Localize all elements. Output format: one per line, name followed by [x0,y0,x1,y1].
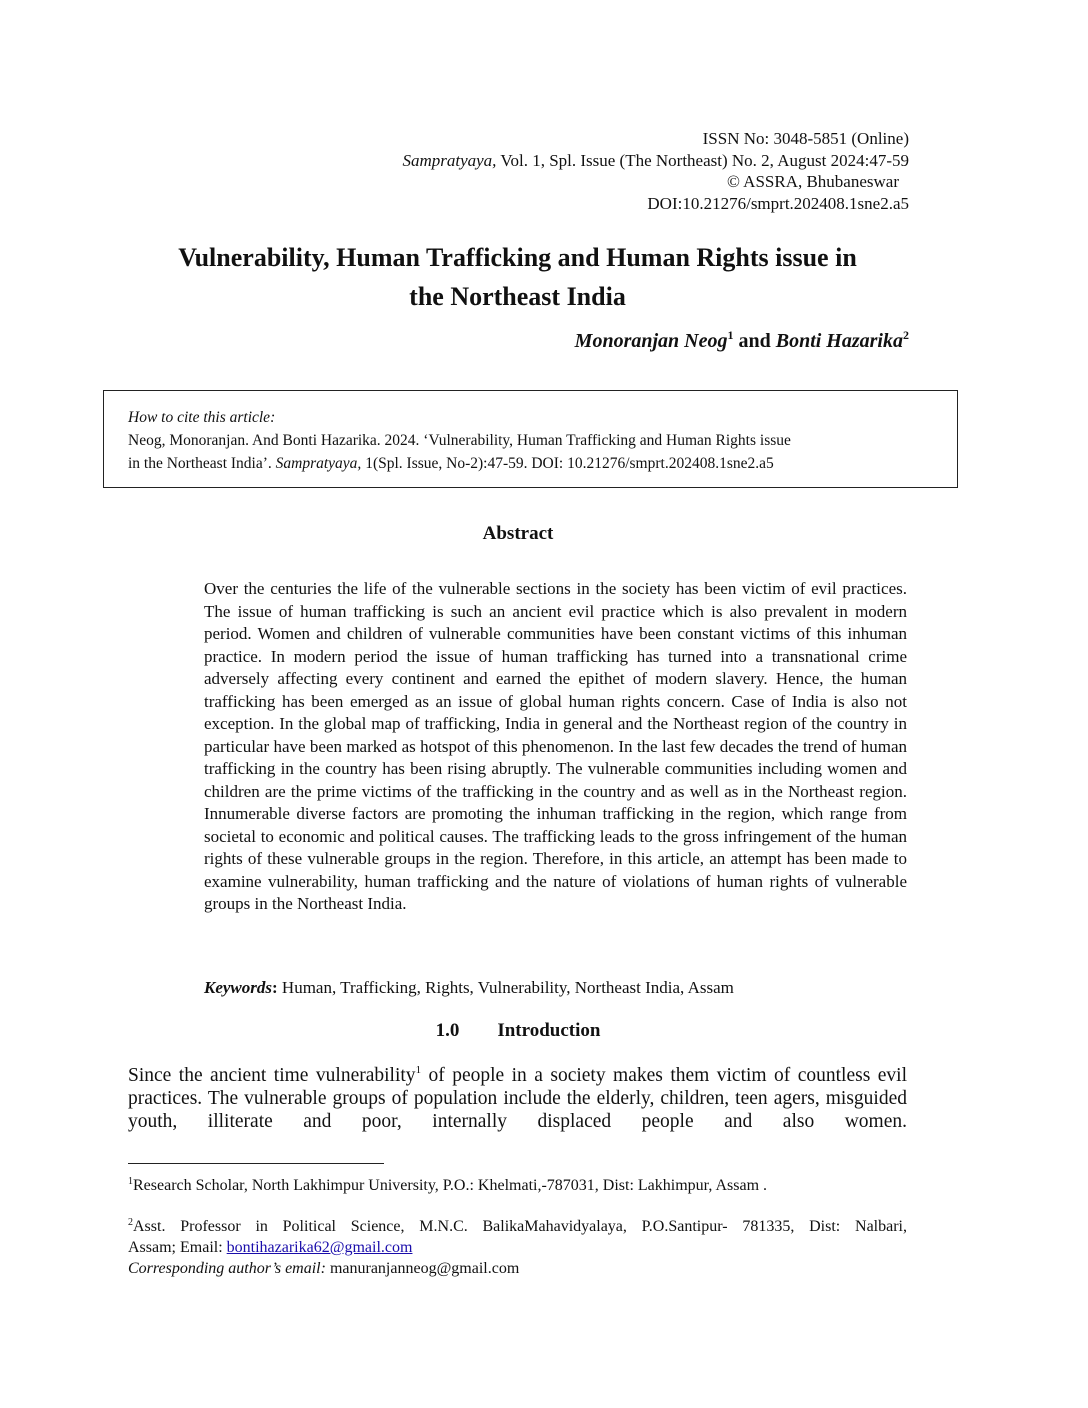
section-number: 1.0 [435,1020,460,1041]
intro-paragraph [128,1064,907,1133]
author-2-email-link[interactable]: bontihazarika62@gmail.com [226,1239,413,1256]
author-2: Bonti Hazarika [775,330,903,352]
keywords-values: Human, Trafficking, Rights, Vulnerability, Northeast India, Assam [277,978,734,997]
email-label: Assam; Email: [128,1239,227,1256]
keywords [204,978,734,998]
journal-header [402,128,909,214]
journal-info [402,150,909,172]
author-2-mark: 2 [903,328,909,342]
doi: DOI:10.21276/smprt.202408.1sne2.a5 [647,193,909,213]
citation-volume-doi: 1(Spl. Issue, No-2):47-59. DOI: 10.21276/smprt.202408.1sne2.a5 [361,455,774,472]
footnote-1-text: Research Scholar, North Lakhimpur University, P.O.: Khelmati,-787031, Dist: Lakhimpur, Assam . [133,1177,768,1194]
journal-name: Sampratyaya, [402,150,497,170]
citation-journal: Sampratyaya, [275,455,362,472]
corresponding-email: manuranjanneog@gmail.com [325,1260,520,1277]
title-line-2: the Northeast India [409,282,626,311]
footnote-2-mark: 2 [128,1217,133,1228]
footnote-1-mark: 1 [128,1176,133,1187]
intro-text-1: Since the ancient time vulnerability [128,1065,416,1086]
paper-title [120,238,915,316]
section-title: Introduction [497,1020,601,1041]
author-1: Monoranjan Neog [574,330,728,352]
intro-text-2: of people in a society makes them victim of countless evil practices. The vulnerable groups of population include the elderly, children, teen agers, misguided youth, illiterate and poor, internally displaced people and also women. [128,1065,908,1132]
section-heading [0,1020,1036,1042]
footnote-2-line-1 [128,1216,907,1237]
citation-label: How to cite this article: [128,409,276,426]
citation-line-1: Neog, Monoranjan. And Bonti Hazarika. 2024. ‘Vulnerability, Human Trafficking and Human Rights issue [128,432,791,449]
footnote-1 [128,1175,907,1196]
footnote-divider [128,1163,384,1164]
corresponding-label: Corresponding author’s email: [128,1260,326,1277]
keywords-label: Keywords [204,978,272,997]
authors [575,330,909,353]
footnote-2 [128,1216,907,1279]
corresponding-author [128,1258,907,1279]
title-line-1: Vulnerability, Human Trafficking and Human Rights issue in [178,243,857,272]
copyright: © ASSRA, Bhubaneswar [726,172,899,191]
footnote-2-text: Asst. Professor in Political Science, M.N.C. BalikaMahavidyalaya, P.O.Santipur- 781335, Dist: Nalbari, [133,1218,907,1235]
keywords-colon: : [272,978,278,997]
author-conjunction: and [733,330,776,352]
citation-line-2 [128,452,957,475]
citation-line-2-text: in the Northeast India’. [128,455,276,472]
intro-footnote-mark[interactable]: 1 [415,1064,422,1076]
footnote-2-line-2 [128,1237,907,1258]
citation-box [103,390,958,488]
abstract-text: Over the centuries the life of the vulnerable sections in the society has been victim of evil practices. The issue of human trafficking is such an ancient evil practice which is also prevalent in modern period. Women and children of vulnerable communities have been constant victims of this inhuman practice. In modern period the issue of human trafficking has turned into a transnational crime adversely affecting every continent and earned the epithet of modern slavery. Hence, the human trafficking has been emerged as an issue of global human rights concern. Case of India is also not exception. In the global map of trafficking, India in general and the Northeast region of the country in particular have been marked as hotspot of this phenomenon. In the last few decades the trend of human trafficking in the country has been rising abruptly. The vulnerable communities including women and children are the prime victims of the trafficking in the country and as well as in the Northeast region. Innumerable diverse factors are promoting the inhuman trafficking in the region, which range from societal to economic and political causes. The trafficking leads to the gross infringement of the human rights of these vulnerable groups in the region. Therefore, in this article, an attempt has been made to examine vulnerability, human trafficking and the nature of violations of human rights of vulnerable groups in the Northeast India. [204,579,907,913]
abstract-heading: Abstract [482,523,554,544]
author-1-mark: 1 [727,328,734,342]
issn: ISSN No: 3048-5851 (Online) [702,129,909,148]
journal-details: Vol. 1, Spl. Issue (The Northeast) No. 2, August 2024:47-59 [496,150,909,170]
